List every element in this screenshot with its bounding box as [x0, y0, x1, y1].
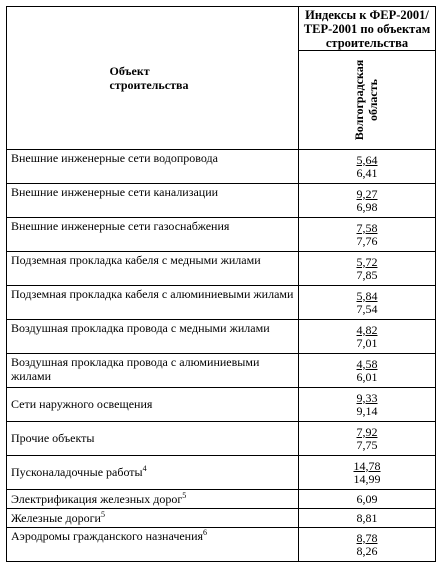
value-1: 9,27: [356, 186, 378, 201]
row-values: [299, 320, 436, 354]
table-row: [7, 490, 436, 509]
indices-table: [6, 6, 436, 562]
table-row: [7, 184, 436, 218]
row-values: [299, 354, 436, 388]
row-label: Внешние инженерные сети газоснабжения: [7, 218, 299, 252]
row-label: Прочие объекты: [7, 422, 299, 456]
row-values: [299, 422, 436, 456]
object-column-label: Объект строительства: [109, 64, 189, 92]
row-label-cell: [7, 509, 299, 528]
table-row: [7, 456, 436, 490]
value-2: 7,54: [356, 301, 378, 316]
row-values: [299, 286, 436, 320]
table-row: [7, 218, 436, 252]
value-1: 4,58: [356, 356, 378, 371]
row-label: Электрификация железных дорог: [11, 491, 183, 506]
row-values: [299, 528, 436, 562]
row-values: [299, 252, 436, 286]
row-label: Воздушная прокладка провода с медными жилами: [7, 320, 299, 354]
value-2: 8,26: [356, 543, 378, 558]
row-label-cell: [7, 490, 299, 509]
row-label: Воздушная прокладка провода с алюминиевыми жилами: [7, 354, 299, 388]
row-values: [299, 184, 436, 218]
table-row: [7, 286, 436, 320]
value-1: 14,78: [353, 458, 381, 473]
footnote-mark: 5: [182, 490, 187, 500]
value-1: 5,72: [356, 254, 378, 269]
row-values: [299, 150, 436, 184]
table-row: [7, 509, 436, 528]
row-value: 8,81: [299, 509, 436, 528]
value-2: 9,14: [356, 403, 378, 418]
value-2: 7,76: [356, 233, 378, 248]
row-label-cell: [7, 456, 299, 490]
table-row: [7, 252, 436, 286]
value-1: 7,58: [356, 220, 378, 235]
value-2: 7,01: [356, 335, 378, 350]
row-label: Аэродромы гражданского назначения: [11, 529, 204, 543]
table-row: [7, 320, 436, 354]
row-label: Сети наружного освещения: [7, 388, 299, 422]
row-value: 6,09: [299, 490, 436, 509]
indices-title-header: Индексы к ФЕР-2001/ТЕР-2001 по объектам строительства: [299, 7, 436, 51]
row-values: [299, 218, 436, 252]
row-label-cell: [7, 528, 299, 562]
row-label: Внешние инженерные сети водопровода: [7, 150, 299, 184]
value-2: 14,99: [353, 471, 381, 486]
value-1: 5,84: [356, 288, 378, 303]
row-label: Пусконаладочные работы: [11, 465, 143, 480]
row-label: Подземная прокладка кабеля с медными жилами: [7, 252, 299, 286]
region-column-header: [299, 51, 436, 150]
value-1: 5,64: [356, 152, 378, 167]
value-2: 7,85: [356, 267, 378, 282]
region-label: Волгоградская область: [352, 59, 380, 141]
row-label: Подземная прокладка кабеля с алюминиевыми жилами: [7, 286, 299, 320]
table-row: [7, 150, 436, 184]
row-values: [299, 456, 436, 490]
row-values: [299, 388, 436, 422]
footnote-mark: 4: [142, 464, 147, 474]
value-1: 9,33: [356, 390, 378, 405]
row-label: Внешние инженерные сети канализации: [7, 184, 299, 218]
table-row: [7, 422, 436, 456]
table-row: [7, 528, 436, 562]
table-row: [7, 388, 436, 422]
object-column-header: [7, 7, 299, 150]
row-label: Железные дороги: [11, 510, 101, 525]
value-2: 6,98: [356, 199, 378, 214]
value-2: 7,75: [356, 437, 378, 452]
footnote-mark: 5: [100, 509, 105, 519]
value-1: 4,82: [356, 322, 378, 337]
value-1: 7,92: [356, 424, 378, 439]
table-row: [7, 354, 436, 388]
footnote-mark: 6: [203, 528, 208, 537]
value-2: 6,41: [356, 165, 378, 180]
value-2: 6,01: [356, 369, 378, 384]
value-1: 8,78: [356, 530, 378, 545]
